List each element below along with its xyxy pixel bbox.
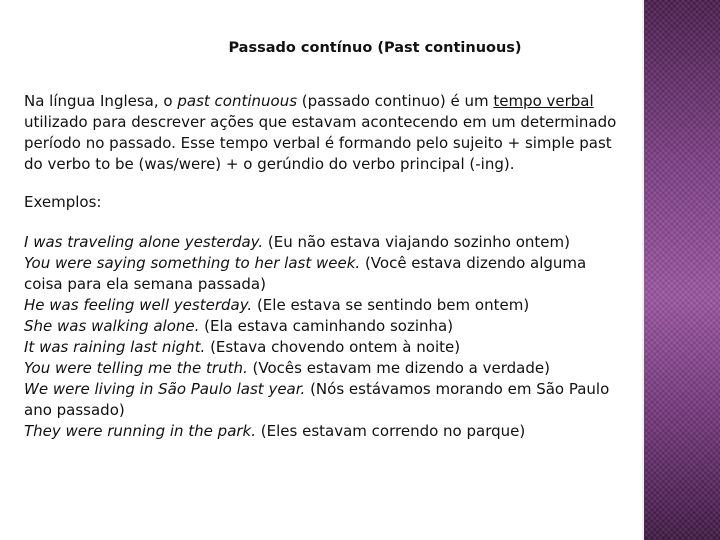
example-item: [24, 337, 624, 358]
example-translation: (Ele estava se sentindo bem ontem): [252, 296, 530, 314]
slide-content: [24, 91, 624, 442]
example-english: They were running in the park.: [24, 422, 257, 440]
example-english: We were living in São Paulo last year.: [24, 380, 306, 398]
intro-term: past continuous: [177, 92, 298, 110]
example-translation: (Estava chovendo ontem à noite): [205, 338, 461, 356]
example-english: I was traveling alone yesterday.: [24, 233, 264, 251]
example-item: [24, 232, 624, 253]
slide-title: Passado contínuo (Past continuous): [228, 40, 522, 56]
example-item: [24, 379, 624, 421]
example-translation: (Nós estávamos morando em São Paulo ano passado): [24, 380, 610, 419]
examples-list: [24, 232, 624, 442]
example-english: You were telling me the truth.: [24, 359, 248, 377]
intro-text-1: Na língua Inglesa, o: [24, 92, 178, 110]
intro-text-3: utilizado para descrever ações que estavam acontecendo em um determinado período no passado. Esse tempo verbal é formando pelo sujeito + simple past do verbo to be (was/were) + o gerúndio do verbo principal (-ing).: [24, 113, 617, 173]
example-item: [24, 295, 624, 316]
example-item: [24, 253, 624, 295]
examples-heading: Exemplos:: [24, 193, 102, 211]
example-item: [24, 316, 624, 337]
example-translation: (Ela estava caminhando sozinha): [199, 317, 454, 335]
example-english: He was feeling well yesterday.: [24, 296, 253, 314]
tempo-verbal-link[interactable]: tempo verbal: [493, 92, 594, 110]
example-item: [24, 421, 624, 442]
example-english: She was walking alone.: [24, 317, 200, 335]
example-item: [24, 358, 624, 379]
intro-paragraph: [24, 91, 624, 175]
example-translation: (Vocês estavam me dizendo a verdade): [247, 359, 550, 377]
example-english: You were saying something to her last week.: [24, 254, 361, 272]
example-english: It was raining last night.: [24, 338, 206, 356]
intro-text-2: (passado continuo) é um: [297, 92, 494, 110]
decorative-side-band: [642, 0, 720, 540]
example-translation: (Eles estavam correndo no parque): [256, 422, 526, 440]
example-translation: (Você estava dizendo alguma coisa para ela semana passada): [24, 254, 587, 293]
example-translation: (Eu não estava viajando sozinho ontem): [263, 233, 570, 251]
